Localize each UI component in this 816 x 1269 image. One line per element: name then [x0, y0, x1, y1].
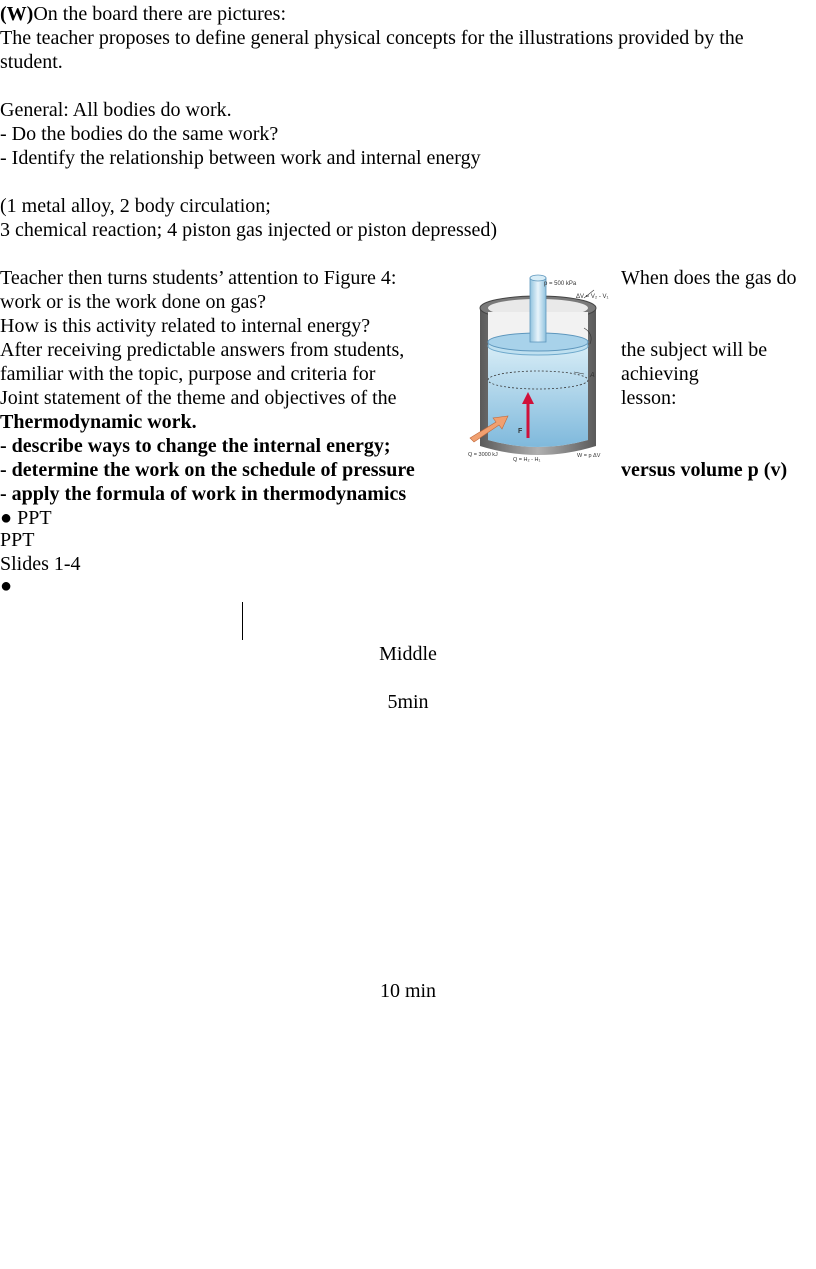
- list-line-2: 3 chemical reaction; 4 piston gas injected or piston depressed): [0, 219, 498, 241]
- left-line-2: work or is the work done on gas?: [0, 291, 267, 313]
- intro-line-2: The teacher proposes to define general physical concepts for the illustrations provided by the: [0, 27, 744, 49]
- bullet-empty: ●: [0, 575, 13, 597]
- left-line-5: familiar with the topic, purpose and criteria for: [0, 363, 376, 385]
- slides-label: Slides 1-4: [0, 553, 81, 575]
- right-line-4: lesson:: [621, 387, 677, 409]
- label-force: F: [518, 428, 523, 435]
- label-delta-v: ΔV = V₂ - V₁: [576, 294, 609, 300]
- left-line-1: Teacher then turns students’ attention to Figure 4:: [0, 267, 397, 289]
- left-line-7: Thermodynamic work.: [0, 411, 197, 433]
- general-line-1: General: All bodies do work.: [0, 99, 232, 121]
- label-heat: Q = 3000 kJ: [468, 452, 498, 458]
- general-line-2: - Do the bodies do the same work?: [0, 123, 279, 145]
- right-line-5: versus volume p (v): [621, 459, 788, 481]
- timing-5min: 5min: [387, 691, 429, 713]
- label-pressure: p = 500 kPa: [544, 281, 577, 287]
- vertical-rule: [242, 602, 243, 640]
- piston-cylinder-figure: [466, 268, 616, 468]
- general-line-3: - Identify the relationship between work and internal energy: [0, 147, 481, 169]
- w-marker: (W): [0, 3, 34, 25]
- label-area: A: [590, 372, 595, 379]
- intro-line-1: [0, 2, 286, 26]
- right-line-3: achieving: [621, 363, 699, 385]
- ppt-label: PPT: [0, 529, 35, 551]
- label-work: W = p ΔV: [577, 453, 601, 459]
- left-line-3: How is this activity related to internal energy?: [0, 315, 371, 337]
- left-line-8: - describe ways to change the internal energy;: [0, 435, 391, 457]
- left-line-10: - apply the formula of work in thermodynamics: [0, 483, 407, 505]
- left-line-4: After receiving predictable answers from students,: [0, 339, 405, 361]
- gas-volume: [488, 346, 588, 447]
- timing-middle: Middle: [379, 643, 437, 665]
- timing-10min: 10 min: [379, 980, 437, 1002]
- piston-rod: [530, 278, 546, 342]
- left-line-6: Joint statement of the theme and objectives of the: [0, 387, 397, 409]
- intro-line-3: student.: [0, 51, 63, 73]
- list-line-1: (1 metal alloy, 2 body circulation;: [0, 195, 271, 217]
- left-line-9: - determine the work on the schedule of pressure: [0, 459, 415, 481]
- label-enthalpy: Q = H₂ - H₁: [513, 457, 541, 463]
- right-line-1: When does the gas do: [621, 267, 797, 289]
- intro-line-1-text: On the board there are pictures:: [33, 3, 286, 25]
- bullet-ppt: ● PPT: [0, 507, 52, 529]
- right-line-2: the subject will be: [621, 339, 768, 361]
